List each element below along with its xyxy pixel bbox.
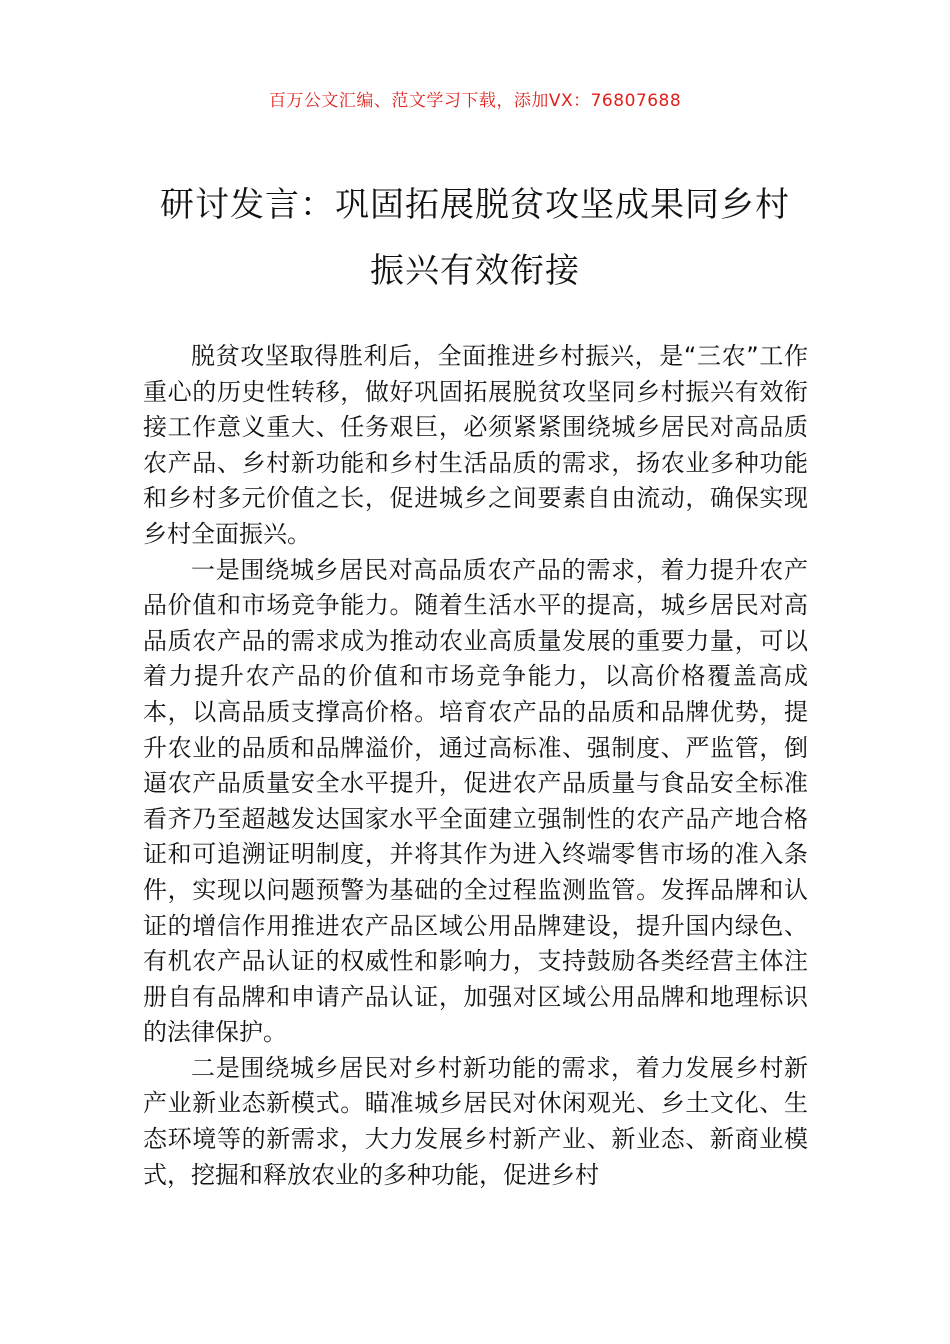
- title-line-1: 研讨发言：巩固拓展脱贫攻坚成果同乡村: [160, 185, 790, 225]
- header-contact-note: 百万公文汇编、范文学习下载，添加VX：76807688: [268, 91, 682, 111]
- paragraph-point-two: 二是围绕城乡居民对乡村新功能的需求，着力发展乡村新产业新业态新模式。瞄准城乡居民对休闲观光、乡土文化、生态环境等的新需求，大力发展乡村新产业、新业态、新商业模式，挖掘和释放农业的多种功能，促进乡村: [143, 1053, 808, 1189]
- document-body: [143, 339, 808, 1193]
- paragraph-intro: 脱贫攻坚取得胜利后，全面推进乡村振兴，是“三农”工作重心的历史性转移，做好巩固拓展脱贫攻坚同乡村振兴有效衔接工作意义重大、任务艰巨，必须紧紧围绕城乡居民对高品质农产品、乡村新功能和乡村生活品质的需求，扬农业多种功能和乡村多元价值之长，促进城乡之间要素自由流动，确保实现乡村全面振兴。: [143, 342, 808, 548]
- document-title: [120, 172, 830, 304]
- paragraph-point-one: 一是围绕城乡居民对高品质农产品的需求，着力提升农产品价值和市场竞争能力。随着生活水平的提高，城乡居民对高品质农产品的需求成为推动农业高质量发展的重要力量，可以着力提升农产品的价值和市场竞争能力，以高价格覆盖高成本，以高品质支撑高价格。培育农产品的品质和品牌优势，提升农业的品质和品牌溢价，通过高标准、强制度、严监管，倒逼农产品质量安全水平提升，促进农产品质量与食品安全标准看齐乃至超越发达国家水平全面建立强制性的农产品产地合格证和可追溯证明制度，并将其作为进入终端零售市场的准入条件，实现以问题预警为基础的全过程监测监管。发挥品牌和认证的增信作用推进农产品区域公用品牌建设，提升国内绿色、有机农产品认证的权威性和影响力，支持鼓励各类经营主体注册自有品牌和申请产品认证，加强对区域公用品牌和地理标识的法律保护。: [143, 555, 808, 1047]
- title-line-2: 振兴有效衔接: [370, 251, 580, 291]
